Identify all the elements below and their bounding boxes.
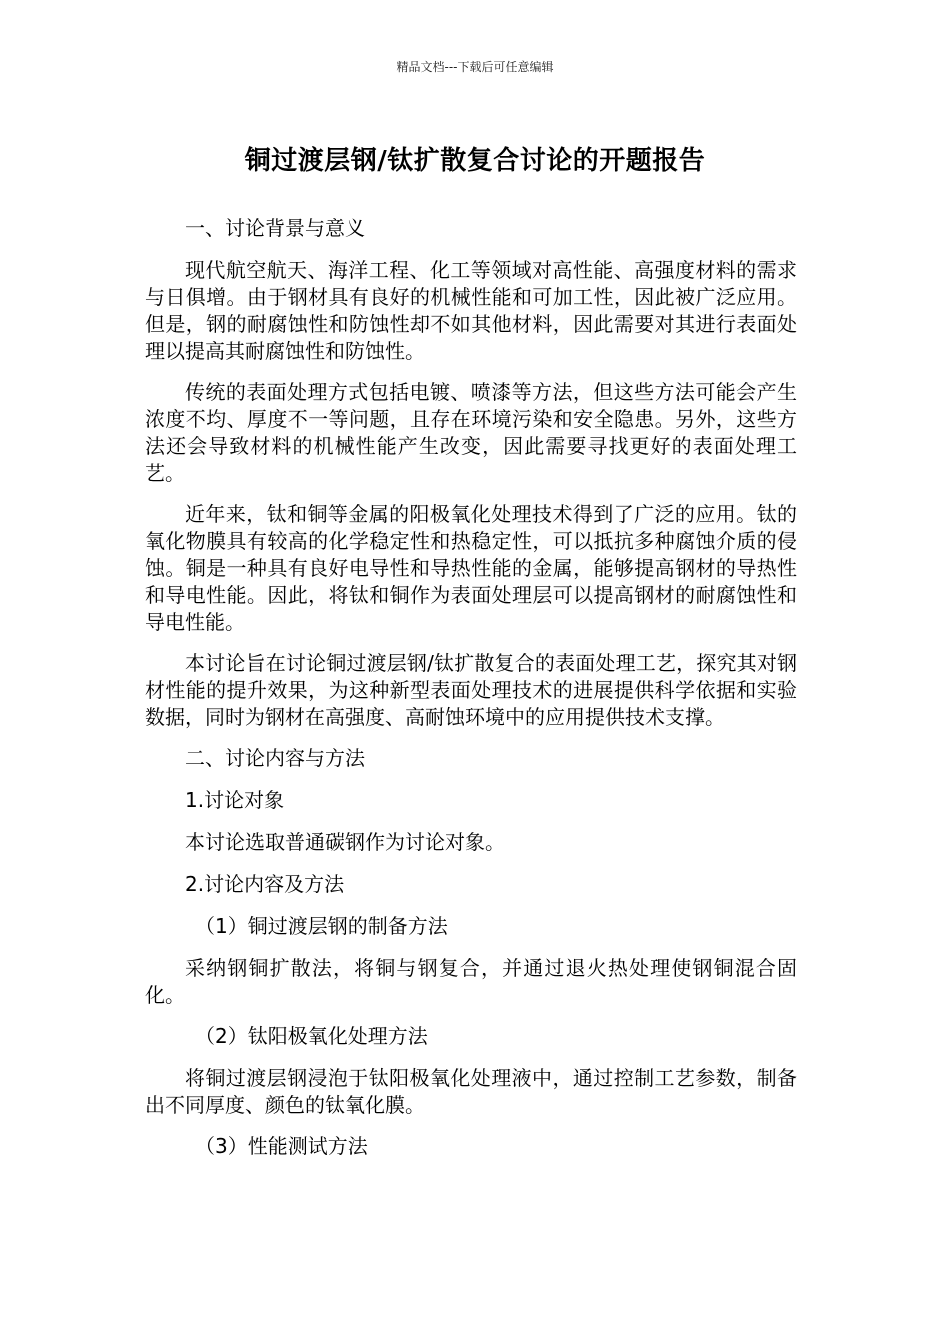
paragraph: 将铜过渡层钢浸泡于钛阳极氧化处理液中，通过控制工艺参数，制备出不同厚度、颜色的钛氧化膜。 xyxy=(145,1066,797,1117)
subheading-testing: （3）性能测试方法 xyxy=(195,1134,368,1158)
subheading-copper-layer: （1）铜过渡层钢的制备方法 xyxy=(195,914,448,938)
subheading-content-methods: 2.讨论内容及方法 xyxy=(185,872,345,896)
paragraph: 现代航空航天、海洋工程、化工等领域对高性能、高强度材料的需求与日俱增。由于钢材具有良好的机械性能和可加工性，因此被广泛应用。但是，钢的耐腐蚀性和防蚀性却不如其他材料，因此需要对其进行表面处理以提高其耐腐蚀性和防蚀性。 xyxy=(145,258,797,363)
subheading-anodizing: （2）钛阳极氧化处理方法 xyxy=(195,1024,428,1048)
section-heading-methods: 二、讨论内容与方法 xyxy=(185,746,365,770)
paragraph: 本讨论旨在讨论铜过渡层钢/钛扩散复合的表面处理工艺，探究其对钢材性能的提升效果，为这种新型表面处理技术的进展提供科学依据和实验数据，同时为钢材在高强度、高耐蚀环境中的应用提供技术支撑。 xyxy=(145,651,797,729)
paragraph: 本讨论选取普通碳钢作为讨论对象。 xyxy=(185,830,505,854)
page-header-note: 精品文档---下载后可任意编辑 xyxy=(396,60,554,74)
paragraph: 传统的表面处理方式包括电镀、喷漆等方法，但这些方法可能会产生浓度不均、厚度不一等问题，且存在环境污染和安全隐患。另外，这些方法还会导致材料的机械性能产生改变，因此需要寻找更好的表面处理工艺。 xyxy=(145,380,797,485)
section-heading-background: 一、讨论背景与意义 xyxy=(185,216,365,240)
subheading-object: 1.讨论对象 xyxy=(185,788,285,812)
document-body xyxy=(145,215,797,1175)
paragraph: 近年来，钛和铜等金属的阳极氧化处理技术得到了广泛的应用。钛的氧化物膜具有较高的化学稳定性和热稳定性，可以抵抗多种腐蚀介质的侵蚀。铜是一种具有良好电导性和导热性能的金属，能够提高钢材的导热性和导电性能。因此，将钛和铜作为表面处理层可以提高钢材的耐腐蚀性和导电性能。 xyxy=(145,502,797,634)
paragraph: 采纳钢铜扩散法，将铜与钢复合，并通过退火热处理使钢铜混合固化。 xyxy=(145,956,797,1007)
document-title: 铜过渡层钢/钛扩散复合讨论的开题报告 xyxy=(244,146,706,176)
